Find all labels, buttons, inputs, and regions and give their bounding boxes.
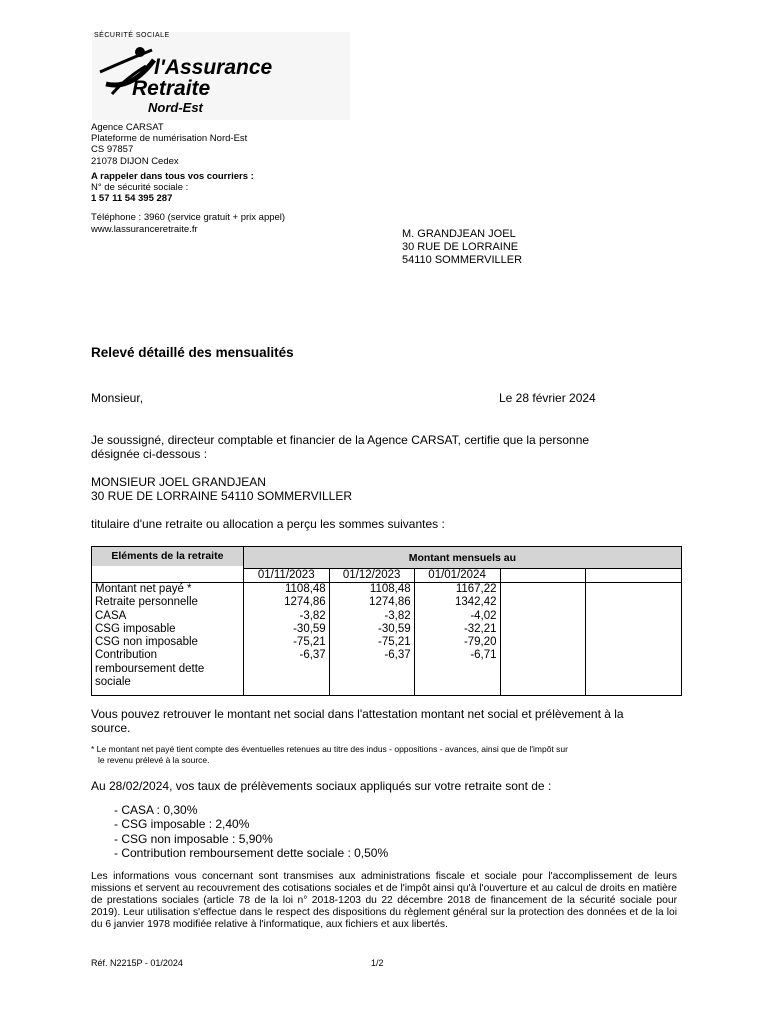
- document-reference: Réf. N2215P - 01/2024: [91, 958, 183, 968]
- taux-casa: - CASA : 0,30%: [114, 803, 198, 817]
- date-col-3: 01/01/2024: [414, 569, 500, 583]
- sender-block: [91, 122, 285, 235]
- page-number: 1/2: [371, 958, 384, 968]
- taux-csg-non-imposable: - CSG non imposable : 5,90%: [114, 831, 273, 846]
- value-cell: -32,21: [463, 622, 497, 635]
- value-cell: -75,21: [293, 636, 326, 649]
- value-cell: -75,21: [378, 636, 411, 649]
- footnote-line-2: le revenu prélevé à la source.: [98, 755, 210, 765]
- value-cell: 1274,86: [369, 596, 411, 609]
- date-col-1: 01/11/2023: [243, 569, 329, 583]
- header-elements: Eléments de la retraite: [92, 547, 244, 583]
- ss-number: 1 57 11 54 395 287: [91, 193, 173, 205]
- value-cell: 1108,48: [369, 583, 411, 595]
- label-net-paye: Montant net payé *: [95, 583, 192, 595]
- labels-cell: [92, 583, 244, 696]
- person-name: MONSIEUR JOEL GRANDJEAN: [91, 475, 266, 489]
- value-cell: 1342,42: [454, 596, 497, 609]
- footnote: [91, 744, 686, 766]
- sender-platform: Plateforme de numérisation Nord-Est: [91, 133, 248, 145]
- assurance-retraite-logo: [92, 32, 350, 120]
- values-col-2: [329, 583, 414, 696]
- sender-phone: Téléphone : 3960 (service gratuit + prix appel): [91, 212, 286, 224]
- value-cell: -6,37: [299, 649, 326, 662]
- intro-line-1: Je soussigné, directeur comptable et financier de la Agence CARSAT, certifie que la personne: [91, 433, 590, 447]
- value-cell: -79,20: [463, 636, 497, 649]
- logo-line3: Nord-Est: [148, 100, 203, 115]
- value-cell: -3,82: [299, 609, 326, 622]
- net-social-line-1: Vous pouvez retrouver le montant net social dans l'attestation montant net social et prélèvement à la: [91, 707, 624, 721]
- footnote-line-1: * Le montant net payé tient compte des éventuelles retenues au titre des indus - oppositions - avances, ainsi que de l'impôt sur: [91, 744, 568, 754]
- value-cell: 1108,48: [284, 583, 326, 595]
- value-cell: -6,71: [470, 649, 497, 662]
- value-cell: -4,02: [470, 609, 497, 622]
- value-cell: 1274,86: [284, 596, 326, 609]
- recipient-name: M. GRANDJEAN JOEL: [402, 228, 516, 240]
- recipient-street: 30 RUE DE LORRAINE: [402, 241, 519, 253]
- label-casa: CASA: [95, 609, 127, 622]
- net-social-line-2: source.: [91, 721, 131, 735]
- label-contribution-1: Contribution: [95, 649, 158, 662]
- net-social-paragraph: [91, 707, 681, 735]
- intro-paragraph: [91, 433, 681, 461]
- date-col-5: [586, 569, 682, 583]
- document-title: Relevé détaillé des mensualités: [91, 345, 294, 360]
- recipient-address: [402, 228, 522, 267]
- taux-list: [114, 803, 388, 861]
- sender-city: 21078 DIJON Cedex: [91, 155, 179, 167]
- sender-agency: Agence CARSAT: [91, 122, 164, 133]
- value-cell: 1167,22: [455, 583, 497, 595]
- label-csg-imposable: CSG imposable: [95, 622, 176, 635]
- person-block: [91, 475, 681, 503]
- values-col-3: [414, 583, 500, 696]
- ss-label: N° de sécurité sociale :: [91, 182, 189, 194]
- logo-tagline: SÉCURITÉ SOCIALE: [94, 32, 170, 39]
- taux-crds: - Contribution remboursement dette sociale : 0,50%: [114, 846, 389, 861]
- taux-csg-imposable: - CSG imposable : 2,40%: [114, 817, 250, 832]
- letter-date: Le 28 février 2024: [499, 391, 596, 405]
- value-cell: -3,82: [384, 609, 411, 622]
- date-col-4: [500, 569, 586, 583]
- taux-intro: Au 28/02/2024, vos taux de prélèvements sociaux appliqués sur votre retraite sont de :: [91, 779, 552, 793]
- value-cell: -6,37: [384, 649, 411, 662]
- label-retraite: Retraite personnelle: [95, 596, 198, 609]
- intro-line-2: désignée ci-dessous :: [91, 447, 208, 461]
- mensualites-table: [91, 546, 682, 696]
- label-csg-non-imposable: CSG non imposable: [95, 636, 198, 649]
- values-col-1: [243, 583, 329, 696]
- reminder-label: A rappeler dans tous vos courriers :: [91, 170, 254, 182]
- sender-website: www.lassuranceretraite.fr: [91, 223, 198, 235]
- titulaire-text: titulaire d'une retraite ou allocation a perçu les sommes suivantes :: [91, 517, 445, 531]
- value-cell: -30,59: [293, 622, 326, 635]
- person-address: 30 RUE DE LORRAINE 54110 SOMMERVILLER: [91, 489, 352, 503]
- logo-line2: Retraite: [132, 77, 211, 100]
- sender-cs: CS 97857: [91, 144, 134, 156]
- header-montant: Montant mensuels au: [243, 547, 681, 569]
- label-contribution-2: remboursement dette: [95, 662, 205, 675]
- label-contribution-3: sociale: [95, 676, 131, 689]
- values-col-5: [586, 583, 682, 696]
- logo-line1: l'Assurance: [154, 56, 273, 79]
- salutation: Monsieur,: [91, 391, 144, 405]
- value-cell: -30,59: [378, 622, 411, 635]
- recipient-city: 54110 SOMMERVILLER: [402, 254, 523, 266]
- date-col-2: 01/12/2023: [329, 569, 414, 583]
- legal-notice: Les informations vous concernant sont transmises aux administrations fiscale et sociale pour l'accomplissement de leurs missions et servent au recouvrement des cotisations sociales et de l'impôt ainsi qu'à l'ouverture et au calcul de droits en matière de prestations sociales (article 78 de la loi n° 2018-1203 du 22 décembre 2018 de financement de la sécurité sociale pour 2019). Leur utilisation s'effectue dans le respect des dispositions du règlement général sur la protection des données et de la loi du 6 janvier 1978 modifiée relative à l'informatique, aux fichiers et aux libertés.: [91, 871, 677, 930]
- values-col-4: [500, 583, 586, 696]
